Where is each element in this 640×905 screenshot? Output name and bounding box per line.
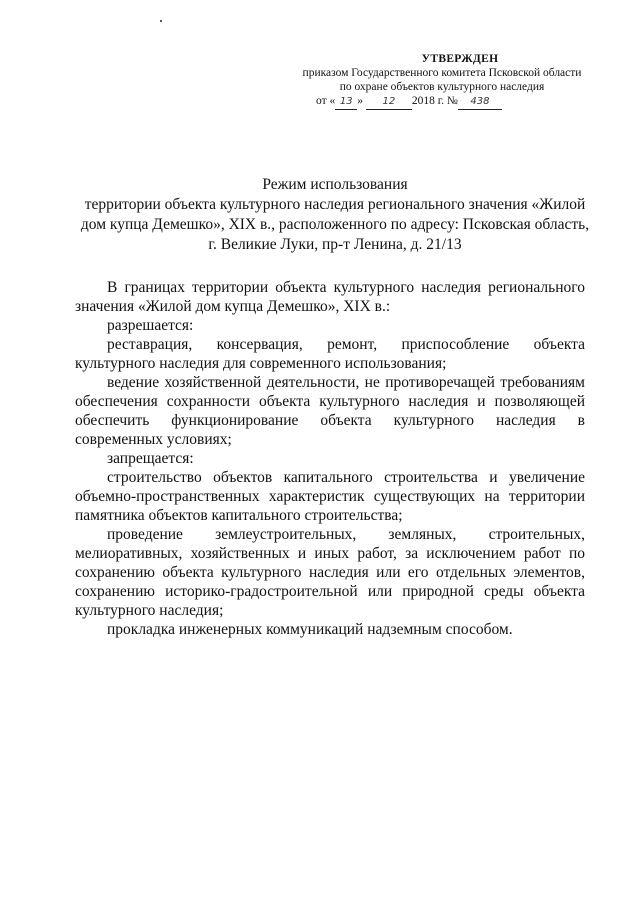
forbidden-item: проведение землеустроительных, земляных, строительных, мелиоративных, хозяйственных и иных работ, за исключением работ по сохранению объекта культурного наследия или его отдельных элементов, сохранению историко-градостроительной или природной среды объекта культурного наследия;	[75, 526, 585, 619]
forbidden-label: запрещается:	[107, 450, 194, 467]
scan-speck	[160, 20, 162, 22]
approval-title: УТВЕРЖДЕН	[421, 53, 499, 65]
approval-stamp-block	[292, 52, 592, 110]
heading-subtitle: территории объекта культурного наследия регионального значения «Жилой дом купца Демешко», XIX в., расположенного по адресу: Псковская область, г. Великие Луки, пр-т Ленина, д. 21/13	[80, 196, 590, 253]
forbidden-item: прокладка инженерных коммуникаций надземным способом.	[107, 621, 513, 638]
approval-date-line	[292, 94, 592, 110]
doc-number-handwritten: 438	[458, 95, 502, 110]
date-month-handwritten: 12	[366, 95, 412, 110]
allowed-item: ведение хозяйственной деятельности, не противоречащей требованиям обеспечения сохранности объекта культурного наследия и позволяющей обеспечить функционирование объекта культурного наследия в современных условиях;	[75, 374, 585, 448]
approval-line-2: по охране объектов культурного наследия	[339, 81, 545, 93]
intro-paragraph: В границах территории объекта культурного наследия регионального значения «Жилой дом купца Демешко», XIX в.:	[75, 279, 585, 315]
date-prefix: от «	[316, 95, 336, 107]
date-mid: »	[357, 95, 363, 107]
approval-line-1: приказом Государственного комитета Псковской области	[302, 67, 582, 79]
forbidden-item: строительство объектов капитального строительства и увеличение объемно-пространственных характеристик существующих на территории памятника объектов капитального строительства;	[75, 469, 585, 524]
document-heading	[75, 175, 595, 255]
allowed-item: реставрация, консервация, ремонт, приспособление объекта культурного наследия для современного использования;	[75, 336, 585, 372]
document-body	[75, 278, 585, 639]
allowed-label: разрешается:	[107, 317, 194, 334]
heading-title: Режим использования	[262, 176, 408, 193]
date-suffix: 2018 г. №	[411, 95, 458, 107]
date-day-handwritten: 13	[335, 95, 357, 110]
